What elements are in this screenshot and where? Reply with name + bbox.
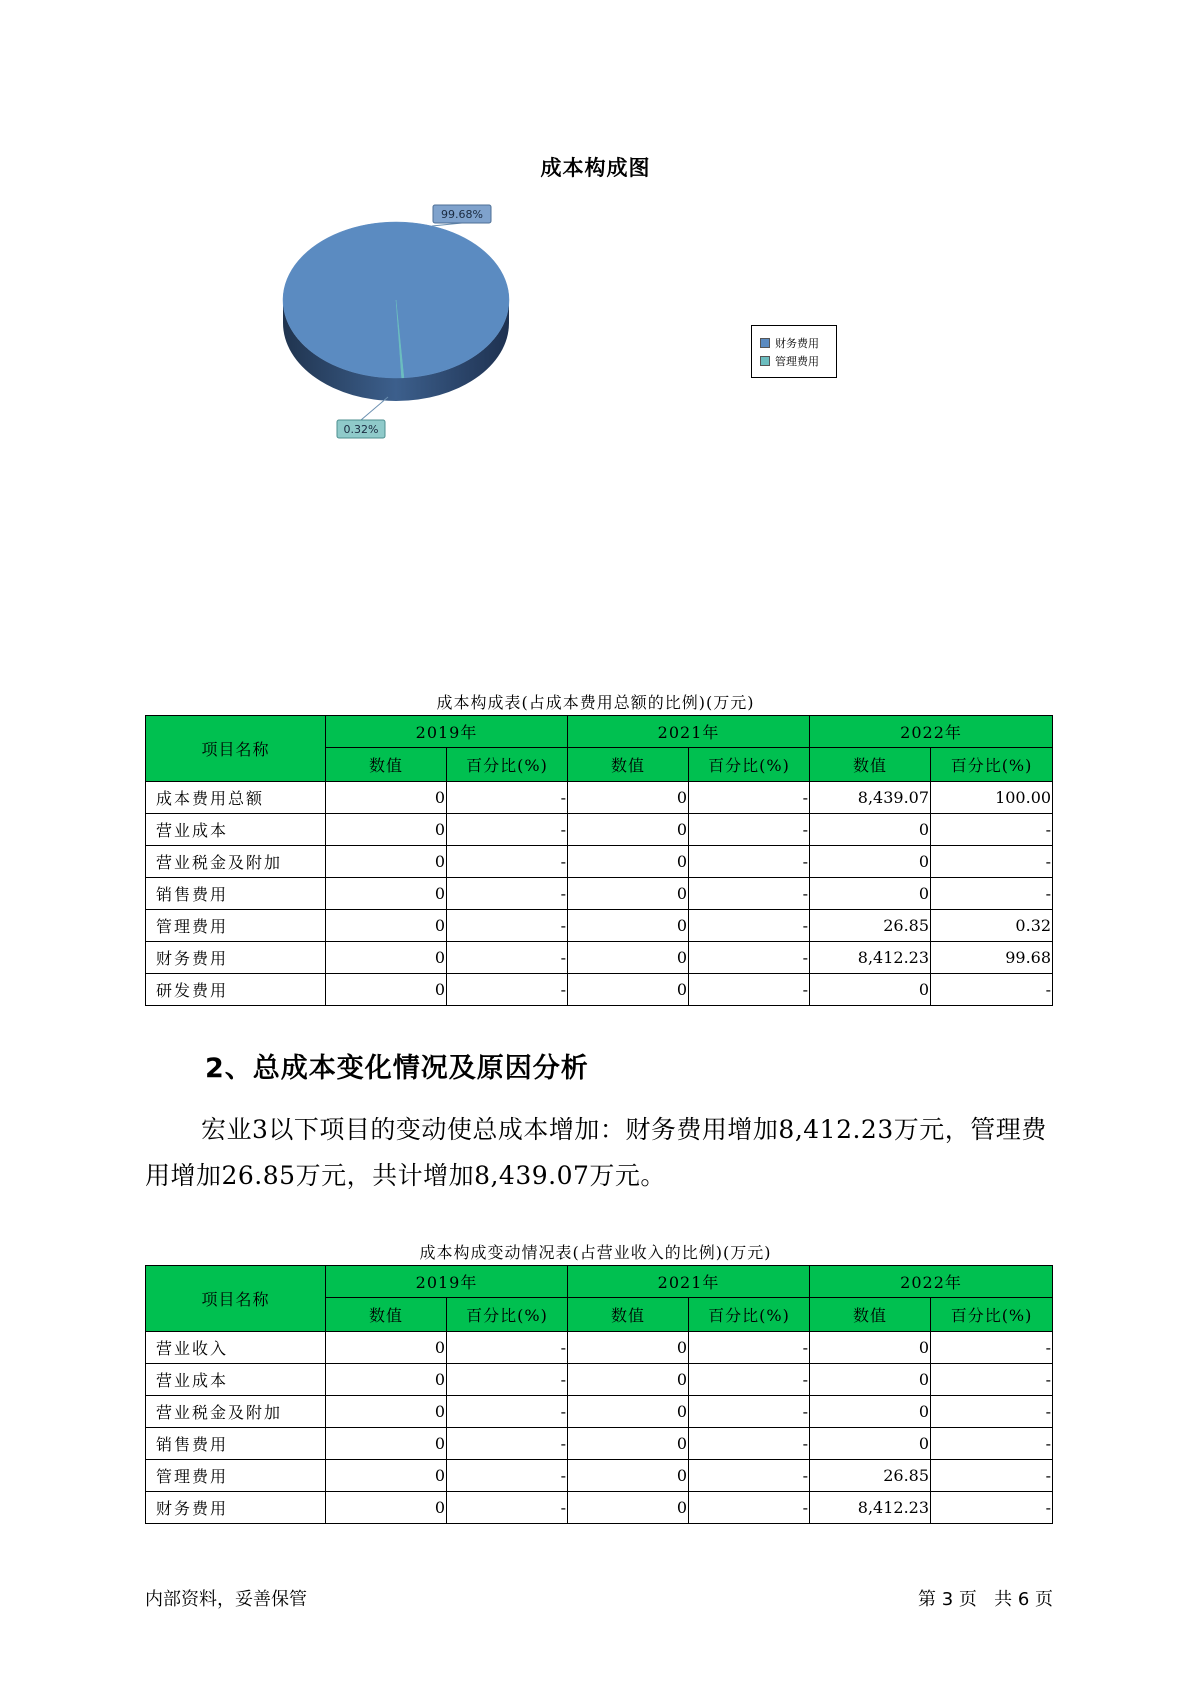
table-row xyxy=(146,974,1053,1006)
percent-cell: - xyxy=(447,1396,568,1428)
value-cell: 0 xyxy=(568,814,689,846)
header-pct: 百分比(%) xyxy=(931,748,1053,782)
percent-cell: - xyxy=(447,878,568,910)
row-label: 成本费用总额 xyxy=(146,782,326,814)
header-value: 数值 xyxy=(326,1298,447,1332)
table-row xyxy=(146,942,1053,974)
row-label: 营业税金及附加 xyxy=(146,846,326,878)
percent-cell: - xyxy=(931,846,1053,878)
table-row xyxy=(146,1364,1053,1396)
value-cell: 0 xyxy=(568,1428,689,1460)
percent-cell: - xyxy=(931,1332,1053,1364)
value-cell: 0 xyxy=(568,974,689,1006)
table-row xyxy=(146,846,1053,878)
header-item-name: 项目名称 xyxy=(146,716,326,782)
percent-cell: - xyxy=(689,1460,810,1492)
value-cell: 26.85 xyxy=(810,1460,931,1492)
table-row xyxy=(146,878,1053,910)
value-cell: 0 xyxy=(568,1364,689,1396)
header-value: 数值 xyxy=(568,1298,689,1332)
percent-cell: - xyxy=(447,974,568,1006)
percent-cell: - xyxy=(447,1364,568,1396)
percent-cell: - xyxy=(931,1492,1053,1524)
percent-cell: - xyxy=(689,1332,810,1364)
legend-swatch-management xyxy=(760,356,770,366)
chart-legend xyxy=(751,325,837,378)
header-year-2021: 2021年 xyxy=(568,716,810,748)
cost-change-table xyxy=(145,1265,1053,1524)
percent-cell: - xyxy=(931,814,1053,846)
value-cell: 0 xyxy=(326,1364,447,1396)
percent-cell: - xyxy=(447,942,568,974)
header-year-2022: 2022年 xyxy=(810,716,1053,748)
percent-cell: - xyxy=(447,1460,568,1492)
percent-cell: - xyxy=(931,878,1053,910)
legend-swatch-finance xyxy=(760,338,770,348)
header-year-2019: 2019年 xyxy=(326,1266,568,1298)
value-cell: 0 xyxy=(810,846,931,878)
header-year-2019: 2019年 xyxy=(326,716,568,748)
percent-cell: - xyxy=(447,814,568,846)
table-row xyxy=(146,1332,1053,1364)
percent-cell: - xyxy=(447,1428,568,1460)
table-row xyxy=(146,782,1053,814)
percent-cell: - xyxy=(447,846,568,878)
percent-cell: - xyxy=(931,1460,1053,1492)
value-cell: 0 xyxy=(568,1396,689,1428)
value-cell: 0 xyxy=(568,942,689,974)
percent-cell: - xyxy=(447,782,568,814)
value-cell: 8,412.23 xyxy=(810,942,931,974)
chart-title: 成本构成图 xyxy=(540,156,651,180)
header-pct: 百分比(%) xyxy=(447,1298,568,1332)
value-cell: 0 xyxy=(326,814,447,846)
row-label: 营业成本 xyxy=(146,1364,326,1396)
value-cell: 0 xyxy=(810,1396,931,1428)
table2-caption: 成本构成变动情况表(占营业收入的比例)(万元) xyxy=(419,1243,772,1262)
value-cell: 0 xyxy=(810,1428,931,1460)
table-row xyxy=(146,910,1053,942)
percent-cell: - xyxy=(447,910,568,942)
value-cell: 0 xyxy=(810,878,931,910)
percent-cell: - xyxy=(931,1428,1053,1460)
percent-cell: - xyxy=(689,910,810,942)
header-pct: 百分比(%) xyxy=(689,1298,810,1332)
percent-cell: - xyxy=(689,1396,810,1428)
table-row xyxy=(146,1460,1053,1492)
row-label: 营业成本 xyxy=(146,814,326,846)
value-cell: 0 xyxy=(568,878,689,910)
header-value: 数值 xyxy=(326,748,447,782)
header-pct: 百分比(%) xyxy=(931,1298,1053,1332)
value-cell: 8,412.23 xyxy=(810,1492,931,1524)
page-number: 第 3 页 共 6 页 xyxy=(918,1589,1053,1610)
value-cell: 0 xyxy=(326,782,447,814)
header-pct: 百分比(%) xyxy=(689,748,810,782)
row-label: 财务费用 xyxy=(146,1492,326,1524)
header-pct: 百分比(%) xyxy=(447,748,568,782)
header-year-2022: 2022年 xyxy=(810,1266,1053,1298)
value-cell: 0 xyxy=(568,846,689,878)
row-label: 营业税金及附加 xyxy=(146,1396,326,1428)
value-cell: 0 xyxy=(326,1396,447,1428)
row-label: 研发费用 xyxy=(146,974,326,1006)
table-row xyxy=(146,1492,1053,1524)
value-cell: 0 xyxy=(568,1492,689,1524)
value-cell: 0 xyxy=(326,910,447,942)
value-cell: 0 xyxy=(810,974,931,1006)
percent-cell: - xyxy=(931,974,1053,1006)
table-row xyxy=(146,814,1053,846)
header-value: 数值 xyxy=(568,748,689,782)
value-cell: 0 xyxy=(810,1332,931,1364)
legend-label-finance: 财务费用 xyxy=(775,337,819,350)
pie-chart xyxy=(280,190,600,470)
header-value: 数值 xyxy=(810,1298,931,1332)
value-cell: 0 xyxy=(568,782,689,814)
row-label: 销售费用 xyxy=(146,878,326,910)
row-label: 营业收入 xyxy=(146,1332,326,1364)
percent-cell: 100.00 xyxy=(931,782,1053,814)
value-cell: 0 xyxy=(326,1460,447,1492)
percent-cell: - xyxy=(689,878,810,910)
row-label: 管理费用 xyxy=(146,910,326,942)
percent-cell: - xyxy=(689,846,810,878)
percent-cell: - xyxy=(689,1428,810,1460)
value-cell: 0 xyxy=(568,910,689,942)
percent-cell: - xyxy=(447,1492,568,1524)
data-label: 99.68% xyxy=(441,208,483,221)
data-label: 0.32% xyxy=(343,423,379,436)
percent-cell: - xyxy=(931,1396,1053,1428)
value-cell: 0 xyxy=(326,1428,447,1460)
value-cell: 0 xyxy=(326,942,447,974)
row-label: 财务费用 xyxy=(146,942,326,974)
footer-note: 内部资料，妥善保管 xyxy=(145,1589,307,1610)
value-cell: 0 xyxy=(326,1332,447,1364)
value-cell: 0 xyxy=(568,1332,689,1364)
data-label-leader xyxy=(361,397,388,420)
row-label: 销售费用 xyxy=(146,1428,326,1460)
table1-caption: 成本构成表(占成本费用总额的比例)(万元) xyxy=(436,693,755,712)
value-cell: 0 xyxy=(810,1364,931,1396)
value-cell: 0 xyxy=(810,814,931,846)
value-cell: 0 xyxy=(326,974,447,1006)
table-row xyxy=(146,1428,1053,1460)
legend-item-finance xyxy=(760,334,836,352)
cost-composition-table xyxy=(145,715,1053,1006)
percent-cell: - xyxy=(689,1364,810,1396)
percent-cell: - xyxy=(931,1364,1053,1396)
percent-cell: - xyxy=(689,782,810,814)
percent-cell: - xyxy=(689,814,810,846)
legend-label-management: 管理费用 xyxy=(775,355,819,368)
percent-cell: - xyxy=(689,1492,810,1524)
table-row xyxy=(146,1396,1053,1428)
row-label: 管理费用 xyxy=(146,1460,326,1492)
legend-item-management xyxy=(760,352,836,370)
value-cell: 0 xyxy=(568,1460,689,1492)
value-cell: 0 xyxy=(326,846,447,878)
header-value: 数值 xyxy=(810,748,931,782)
header-year-2021: 2021年 xyxy=(568,1266,810,1298)
percent-cell: - xyxy=(689,974,810,1006)
percent-cell: 99.68 xyxy=(931,942,1053,974)
header-item-name: 项目名称 xyxy=(146,1266,326,1332)
percent-cell: - xyxy=(689,942,810,974)
section-heading: 2、总成本变化情况及原因分析 xyxy=(205,1053,589,1084)
analysis-paragraph: 宏业3以下项目的变动使总成本增加：财务费用增加8,412.23万元，管理费用增加26.85万元，共计增加8,439.07万元。 xyxy=(145,1115,1047,1190)
value-cell: 0 xyxy=(326,878,447,910)
value-cell: 8,439.07 xyxy=(810,782,931,814)
value-cell: 26.85 xyxy=(810,910,931,942)
value-cell: 0 xyxy=(326,1492,447,1524)
percent-cell: 0.32 xyxy=(931,910,1053,942)
percent-cell: - xyxy=(447,1332,568,1364)
